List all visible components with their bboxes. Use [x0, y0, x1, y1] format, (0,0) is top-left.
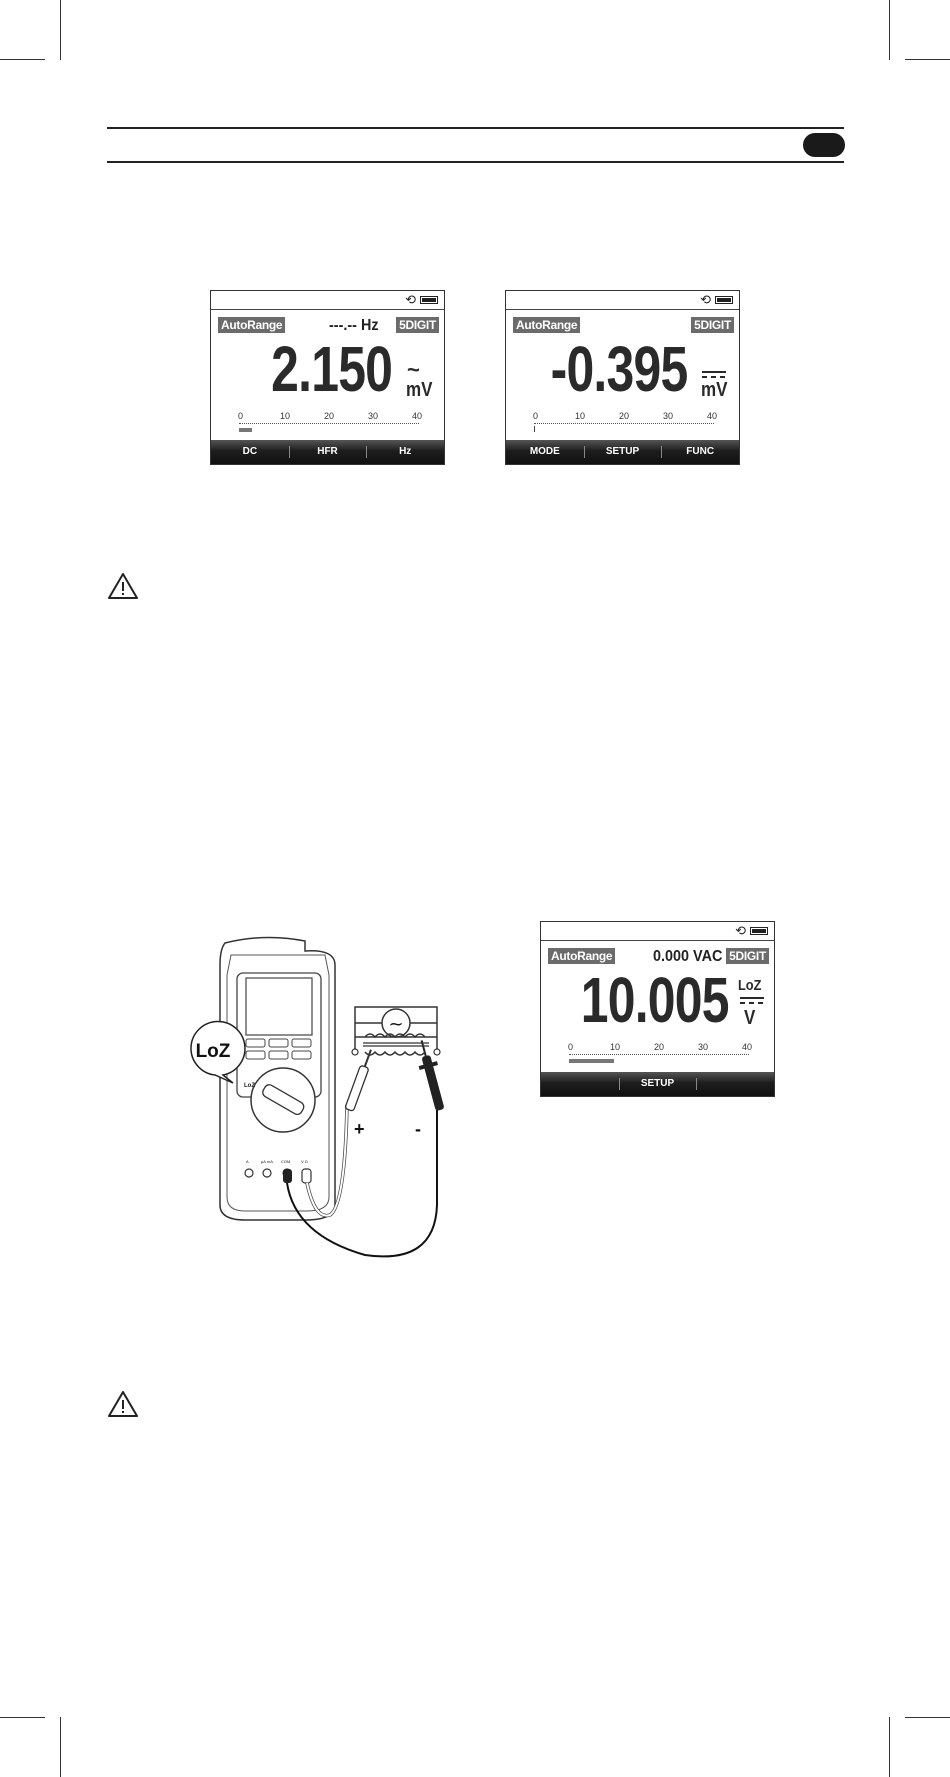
scale-label: 20: [619, 411, 630, 421]
crop-mark: [60, 0, 61, 60]
warning-icon: [107, 1390, 139, 1418]
bargraph-scale: [569, 1054, 749, 1055]
crop-mark: [0, 1717, 45, 1718]
unit-label: mV: [701, 379, 728, 401]
lcd-screen-dc-mv: [505, 290, 740, 465]
jack-label-ma: µA mA: [261, 1159, 273, 1164]
autorange-tag: AutoRange: [548, 948, 615, 964]
bargraph-scale: [239, 423, 419, 424]
softkey-bar: [506, 440, 739, 464]
crop-mark: [0, 59, 45, 60]
scale-label: 30: [698, 1042, 709, 1052]
softkey-setup[interactable]: SETUP: [619, 1072, 697, 1096]
secondary-readout: 0.000 VAC: [653, 948, 723, 965]
main-reading: -0.395: [550, 333, 687, 405]
warning-icon: [107, 572, 139, 600]
scale-label: 40: [742, 1042, 753, 1052]
frequency-readout: ---.-- Hz: [329, 317, 379, 334]
softkey-func[interactable]: FUNC: [661, 440, 739, 464]
meter-wiring-diagram: [175, 935, 515, 1275]
softkey-hz[interactable]: Hz: [366, 440, 444, 464]
jack-label-a: A: [246, 1159, 249, 1164]
hold-icon: ⟲: [405, 292, 416, 307]
bargraph-fill: [239, 428, 252, 432]
scale-label: 10: [575, 411, 586, 421]
softkey-dc[interactable]: DC: [242, 446, 258, 457]
plus-label: +: [354, 1119, 365, 1139]
com-plug: [283, 1169, 292, 1183]
jack-label-com: COM: [281, 1159, 291, 1164]
dc-symbol: [740, 997, 764, 1005]
v-plug: [302, 1169, 311, 1183]
crop-mark: [905, 1717, 950, 1718]
scale-label: 20: [324, 411, 335, 421]
autorange-tag: AutoRange: [218, 317, 285, 333]
scale-label: 20: [654, 1042, 665, 1052]
scale-label: 0: [533, 411, 539, 421]
status-bar: [506, 291, 739, 310]
crop-mark: [889, 1717, 890, 1777]
scale-label: 30: [663, 411, 674, 421]
scale-label: 10: [280, 411, 291, 421]
softkey-blank-right[interactable]: [696, 1072, 774, 1096]
autorange-tag: AutoRange: [513, 317, 580, 333]
input-jacks: [245, 1169, 310, 1177]
bargraph-scale: [534, 423, 714, 424]
softkey-setup[interactable]: SETUP: [584, 440, 662, 464]
digit-mode-tag: 5DIGIT: [726, 948, 769, 964]
terminal: [352, 1049, 358, 1055]
minus-label: -: [415, 1119, 421, 1139]
bargraph-marker: [534, 426, 535, 432]
transformer-secondary: [365, 1052, 425, 1055]
hold-icon: ⟲: [735, 923, 746, 938]
loz-label: LoZ: [738, 977, 762, 994]
dial-loz-label: LoZ: [244, 1083, 255, 1089]
black-probe: [412, 1038, 449, 1112]
ac-symbol: ~: [407, 357, 420, 382]
scale-label: 0: [568, 1042, 574, 1052]
digit-mode-tag: 5DIGIT: [396, 317, 439, 333]
unit-label: V: [744, 1007, 756, 1029]
loz-callout-text: LoZ: [195, 1041, 231, 1062]
status-bar: [211, 291, 444, 310]
crop-mark: [60, 1717, 61, 1777]
softkey-mode[interactable]: MODE: [529, 446, 560, 457]
softkey-bar: [211, 440, 444, 464]
main-reading: 10.005: [580, 964, 729, 1036]
lcd-screen-loz: [540, 921, 775, 1097]
scale-label: 40: [707, 411, 718, 421]
meter-keypad: [246, 1039, 311, 1059]
jack-label-v: V Ω: [301, 1159, 308, 1164]
lcd-screen-ac-mv: [210, 290, 445, 465]
crop-mark: [905, 59, 950, 60]
language-badge: [803, 133, 845, 157]
scale-label: 30: [368, 411, 379, 421]
softkey-hfr[interactable]: HFR: [289, 440, 367, 464]
scale-label: 0: [238, 411, 244, 421]
ac-source-symbol: ~: [388, 1014, 404, 1035]
terminal: [434, 1049, 440, 1055]
crop-mark: [889, 0, 890, 60]
scale-label: 40: [412, 411, 423, 421]
main-reading: 2.150: [270, 333, 392, 405]
header-rule-top: [107, 127, 844, 129]
header-rule-bottom: [107, 161, 844, 163]
meter-display: [246, 978, 312, 1035]
softkey-bar: [541, 1072, 774, 1096]
softkey-blank-left[interactable]: [541, 1072, 619, 1096]
battery-icon: [750, 927, 768, 935]
status-bar: [541, 922, 774, 941]
bargraph-fill: [569, 1059, 614, 1063]
red-lead-outline: [307, 1105, 347, 1216]
hold-icon: ⟲: [700, 292, 711, 307]
red-probe: [345, 1048, 375, 1111]
unit-label: mV: [406, 379, 433, 401]
digit-mode-tag: 5DIGIT: [691, 317, 734, 333]
dc-symbol: [702, 371, 726, 379]
battery-icon: [715, 296, 733, 304]
battery-icon: [420, 296, 438, 304]
scale-label: 10: [610, 1042, 621, 1052]
